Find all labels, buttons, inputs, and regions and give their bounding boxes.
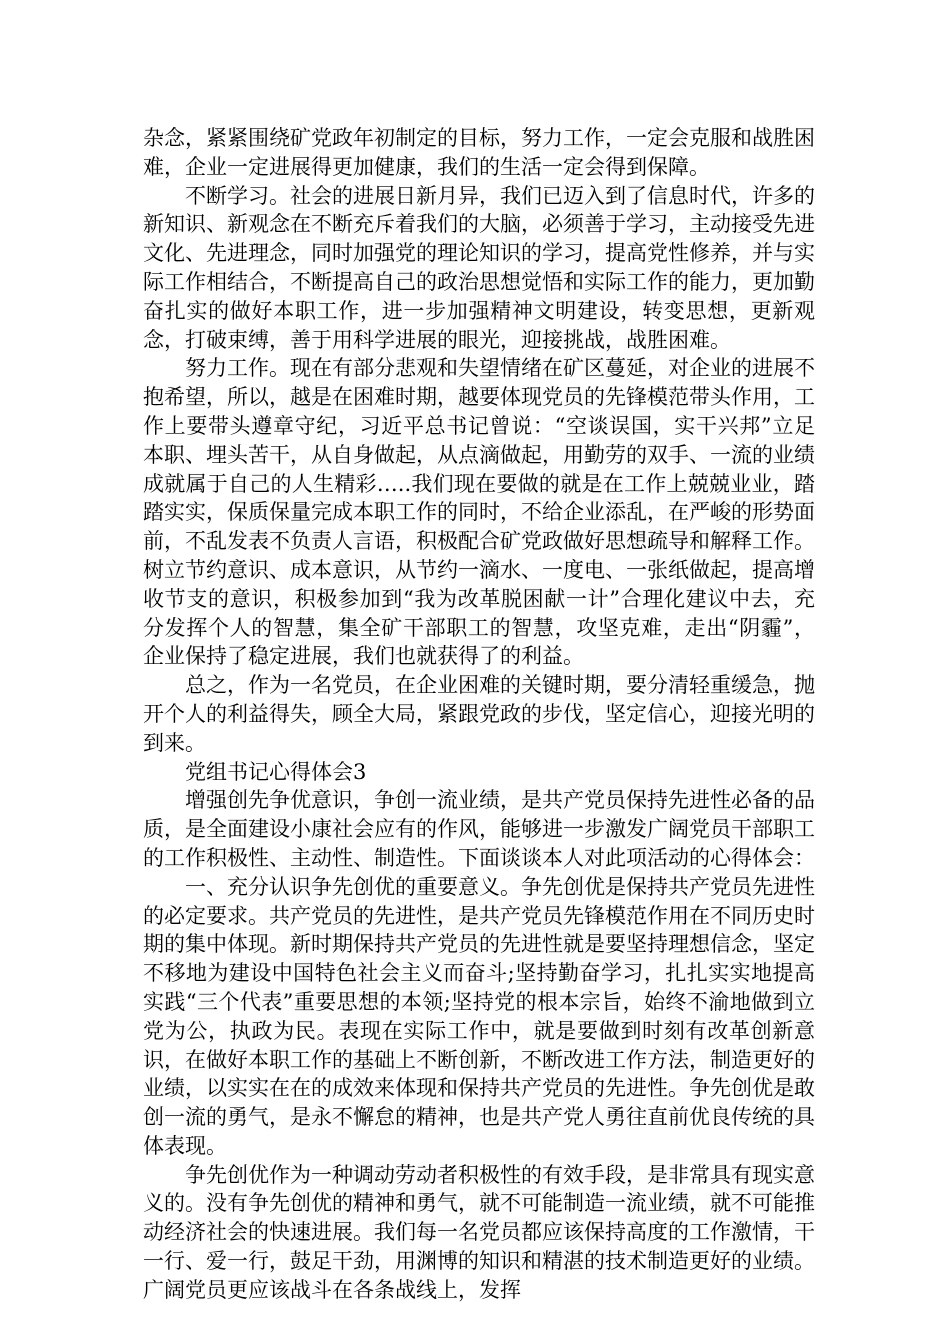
paragraph-2: 不断学习。社会的进展日新月异，我们已迈入到了信息时代，许多的新知识、新观念在不断充斥着我们的大脑，必须善于学习，主动接受先进文化、先进理念，同时加强党的理论知识的学习，提高党性修养，并与实际工作相结合，不断提高自己的政治思想觉悟和实际工作的能力，更加勤奋扎实的做好本职工作，进一步加强精神文明建设，转变思想，更新观念，打破束缚，善于用科学进展的眼光，迎接挑战，战胜困难。 [143,183,815,352]
paragraph-3: 努力工作。现在有部分悲观和失望情绪在矿区蔓延，对企业的进展不抱希望，所以，越是在困难时期，越要体现党员的先锋模范带头作用，工作上要带头遵章守纪，习近平总书记曾说：“空谈误国，实干兴邦”立足本职、埋头苦干，从自身做起，从点滴做起，用勤劳的双手、一流的业绩成就属于自己的人生精彩…..我们现在要做的就是在工作上兢兢业业，踏踏实实，保质保量完成本职工作的同时，不给企业添乱，在严峻的形势面前，不乱发表不负责人言语，积极配合矿党政做好思想疏导和解释工作。树立节约意识、成本意识，从节约一滴水、一度电、一张纸做起，提高增收节支的意识，积极参加到“我为改革脱困献一计”合理化建议中去，充分发挥个人的智慧，集全矿干部职工的智慧，攻坚克难，走出“阴霾”，企业保持了稳定进展，我们也就获得了的利益。 [143,356,815,669]
section-heading: 党组书记心得体会3 [185,759,367,784]
paragraph-5: 增强创先争优意识，争创一流业绩，是共产党员保持先进性必备的品质，是全面建设小康社会应有的作风，能够进一步激发广阔党员干部职工的工作积极性、主动性、制造性。下面谈谈本人对此项活动的心得体会： [143,788,815,870]
paragraph-7: 争先创优作为一种调动劳动者积极性的有效手段，是非常具有现实意义的。没有争先创优的精神和勇气，就不可能制造一流业绩，就不可能推动经济社会的快速进展。我们每一名党员都应该保持高度的工作激情，干一行、爱一行，鼓足干劲，用渊博的知识和精湛的技术制造更好的业绩。广阔党员更应该战斗在各条战线上，发挥 [143,1162,815,1302]
paragraph-6: 一、充分认识争先创优的重要意义。争先创优是保持共产党员先进性的必定要求。共产党员的先进性，是共产党员先锋模范作用在不同历史时期的集中体现。新时期保持共产党员的先进性就是要坚持理想信念，坚定不移地为建设中国特色社会主义而奋斗;坚持勤奋学习，扎扎实实地提高实践“三个代表”重要思想的本领;坚持党的根本宗旨，始终不渝地做到立党为公，执政为民。表现在实际工作中，就是要做到时刻有改革创新意识，在做好本职工作的基础上不断创新，不断改进工作方法，制造更好的业绩，以实实在在的成效来体现和保持共产党员的先进性。争先创优是敢创一流的勇气，是永不懈怠的精神，也是共产党人勇往直前优良传统的具体表现。 [143,874,815,1158]
document-page [143,124,815,1305]
paragraph-4: 总之，作为一名党员，在企业困难的关键时期，要分清轻重缓急，抛开个人的利益得失，顾全大局，紧跟党政的步伐，坚定信心，迎接光明的到来。 [143,673,815,755]
paragraph-1: 杂念，紧紧围绕矿党政年初制定的目标，努力工作，一定会克服和战胜困难，企业一定进展得更加健康，我们的生活一定会得到保障。 [143,126,815,179]
